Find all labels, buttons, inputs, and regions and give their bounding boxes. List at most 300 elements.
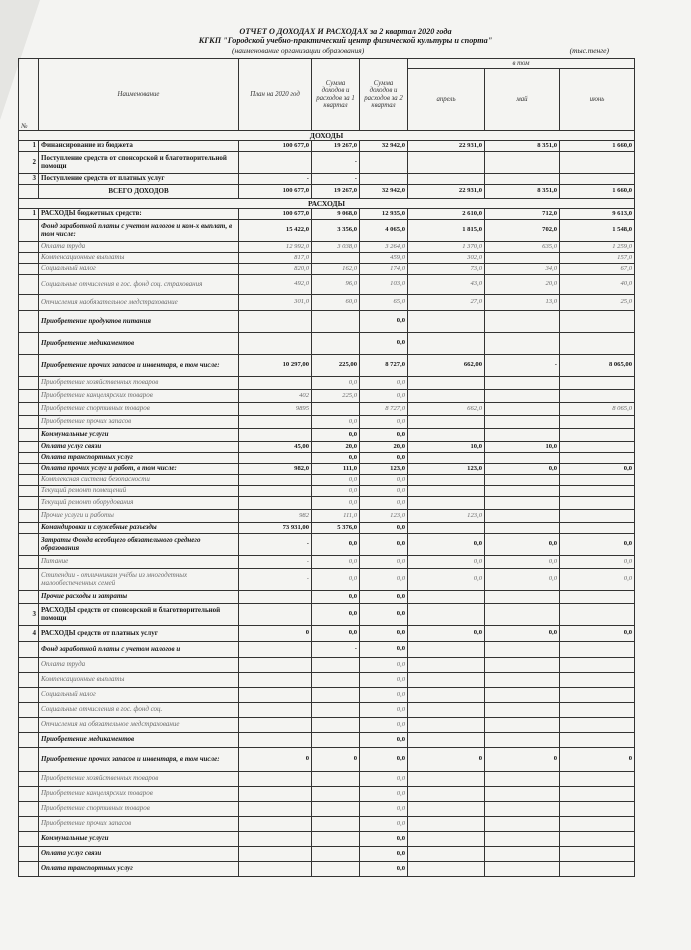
cell-name: Приобретение хозяйственных товаров xyxy=(39,772,239,787)
cell-q2: 0,0 xyxy=(360,390,408,403)
cell-q2 xyxy=(360,174,408,185)
col-group-header: в том xyxy=(408,59,635,69)
cell-q2: 0,0 xyxy=(360,703,408,718)
cell-may: 0,0 xyxy=(485,556,560,569)
cell-q1 xyxy=(312,772,360,787)
cell-no xyxy=(19,486,39,497)
cell-may xyxy=(485,604,560,626)
cell-q2: 103,0 xyxy=(360,275,408,295)
cell-q2: 0,0 xyxy=(360,523,408,534)
cell-may: 34,0 xyxy=(485,264,560,275)
cell-plan xyxy=(239,152,312,174)
cell-plan: 492,0 xyxy=(239,275,312,295)
cell-q2: 0,0 xyxy=(360,475,408,486)
cell-name: Комплексная система безопасности xyxy=(39,475,239,486)
cell-no: 1 xyxy=(19,141,39,152)
cell-no xyxy=(19,242,39,253)
cell-apr xyxy=(408,817,485,832)
cell-name: Социальные отчисления в гос. фонд соц. xyxy=(39,703,239,718)
cell-name: Затраты Фонда всеобщего обязательного среднего образования xyxy=(39,534,239,556)
cell-jun xyxy=(560,429,635,442)
cell-name: Компенсационные выплаты xyxy=(39,673,239,688)
table-row xyxy=(19,802,635,817)
cell-q2: 0,0 xyxy=(360,333,408,355)
cell-q2: 0,0 xyxy=(360,847,408,862)
cell-name: Социальный налог xyxy=(39,264,239,275)
cell-plan: 982,0 xyxy=(239,464,312,475)
cell-name: Прочие расходы и затраты xyxy=(39,591,239,604)
cell-apr xyxy=(408,377,485,390)
cell-q1 xyxy=(312,733,360,748)
cell-jun: 1 259,0 xyxy=(560,242,635,253)
cell-no xyxy=(19,673,39,688)
cell-apr xyxy=(408,333,485,355)
cell-name: Отчисления наобязательное медстрахование xyxy=(39,295,239,311)
cell-plan xyxy=(239,429,312,442)
cell-may xyxy=(485,802,560,817)
cell-may xyxy=(485,174,560,185)
cell-q1: 225,00 xyxy=(312,355,360,377)
table-row xyxy=(19,510,635,523)
cell-may: 702,0 xyxy=(485,220,560,242)
cell-q2: 12 935,0 xyxy=(360,209,408,220)
cell-no xyxy=(19,748,39,772)
cell-no xyxy=(19,817,39,832)
cell-q2: 459,0 xyxy=(360,253,408,264)
cell-q2: 0,0 xyxy=(360,604,408,626)
table-row xyxy=(19,847,635,862)
cell-apr: 1 815,0 xyxy=(408,220,485,242)
cell-q1 xyxy=(312,403,360,416)
cell-jun xyxy=(560,862,635,877)
cell-q1: 0 xyxy=(312,748,360,772)
cell-name: Социальный налог xyxy=(39,688,239,703)
cell-may xyxy=(485,688,560,703)
cell-q2: 0,0 xyxy=(360,453,408,464)
cell-no xyxy=(19,802,39,817)
cell-name: Приобретение спортивных товаров xyxy=(39,403,239,416)
table-row xyxy=(19,718,635,733)
cell-apr xyxy=(408,772,485,787)
cell-plan: - xyxy=(239,556,312,569)
cell-plan: 100 677,0 xyxy=(239,209,312,220)
cell-no: 3 xyxy=(19,174,39,185)
cell-name: Оплата труда xyxy=(39,242,239,253)
cell-q1: 3 038,0 xyxy=(312,242,360,253)
cell-q1: 0,0 xyxy=(312,497,360,510)
table-row xyxy=(19,264,635,275)
cell-jun: 1 548,0 xyxy=(560,220,635,242)
cell-no xyxy=(19,390,39,403)
cell-name: Поступление средств от платных услуг xyxy=(39,174,239,185)
cell-may: 20,0 xyxy=(485,275,560,295)
cell-q1: 5 376,0 xyxy=(312,523,360,534)
table-row xyxy=(19,403,635,416)
cell-jun xyxy=(560,832,635,847)
cell-jun xyxy=(560,416,635,429)
cell-name: Оплата услуг связи xyxy=(39,442,239,453)
cell-name: Приобретение прочих запасов и инвентаря, в том числе: xyxy=(39,748,239,772)
cell-no xyxy=(19,862,39,877)
cell-q1 xyxy=(312,688,360,703)
cell-jun xyxy=(560,787,635,802)
cell-no xyxy=(19,377,39,390)
cell-q2: 65,0 xyxy=(360,295,408,311)
table-row xyxy=(19,390,635,403)
cell-jun: 67,0 xyxy=(560,264,635,275)
cell-name: Приобретение прочих запасов xyxy=(39,416,239,429)
cell-q1 xyxy=(312,658,360,673)
cell-plan xyxy=(239,377,312,390)
cell-jun xyxy=(560,733,635,748)
cell-apr xyxy=(408,703,485,718)
cell-may xyxy=(485,817,560,832)
cell-name: Отчисления на обязательное медстрахование xyxy=(39,718,239,733)
cell-name: Поступление средств от спонсорской и благотворительной помощи xyxy=(39,152,239,174)
cell-apr: 123,0 xyxy=(408,464,485,475)
cell-jun xyxy=(560,591,635,604)
cell-no xyxy=(19,772,39,787)
table-row xyxy=(19,275,635,295)
cell-apr xyxy=(408,475,485,486)
cell-name: ВСЕГО ДОХОДОВ xyxy=(39,185,239,199)
table-row xyxy=(19,416,635,429)
table-row xyxy=(19,486,635,497)
cell-name: Приобретение продуктов питания xyxy=(39,311,239,333)
cell-may xyxy=(485,862,560,877)
cell-name: РАСХОДЫ средств от платных услуг xyxy=(39,626,239,642)
cell-jun: 9 613,0 xyxy=(560,209,635,220)
cell-q2: 0,0 xyxy=(360,772,408,787)
cell-name: Приобретение прочих запасов и инвентаря, в том числе: xyxy=(39,355,239,377)
cell-plan xyxy=(239,604,312,626)
cell-q2: 0,0 xyxy=(360,569,408,591)
cell-plan: 73 931,00 xyxy=(239,523,312,534)
cell-plan xyxy=(239,658,312,673)
cell-q1 xyxy=(312,333,360,355)
cell-name: Командировки и служебные разъезды xyxy=(39,523,239,534)
table-row xyxy=(19,787,635,802)
cell-apr xyxy=(408,416,485,429)
cell-jun xyxy=(560,497,635,510)
col-june-header: июнь xyxy=(560,69,635,131)
cell-apr: 662,00 xyxy=(408,355,485,377)
cell-no: 2 xyxy=(19,152,39,174)
cell-q2: 0,0 xyxy=(360,429,408,442)
cell-no xyxy=(19,832,39,847)
cell-may xyxy=(485,787,560,802)
table-row xyxy=(19,604,635,626)
col-q2-header: Сумма доходов и расходов за 2 квартал xyxy=(360,59,408,131)
col-may-header: май xyxy=(485,69,560,131)
cell-jun: 0,0 xyxy=(560,569,635,591)
cell-plan: 15 422,0 xyxy=(239,220,312,242)
cell-apr: 73,0 xyxy=(408,264,485,275)
cell-may xyxy=(485,253,560,264)
table-row xyxy=(19,295,635,311)
cell-q1: - xyxy=(312,152,360,174)
cell-may xyxy=(485,832,560,847)
cell-q1: 0,0 xyxy=(312,429,360,442)
cell-apr: 2 610,0 xyxy=(408,209,485,220)
cell-q2: 0,0 xyxy=(360,486,408,497)
cell-apr xyxy=(408,718,485,733)
cell-plan xyxy=(239,718,312,733)
cell-may xyxy=(485,658,560,673)
cell-q1: 20,0 xyxy=(312,442,360,453)
cell-no xyxy=(19,569,39,591)
table-row xyxy=(19,832,635,847)
cell-no xyxy=(19,453,39,464)
cell-name: Текущий ремонт помещений xyxy=(39,486,239,497)
cell-apr: 27,0 xyxy=(408,295,485,311)
cell-no xyxy=(19,523,39,534)
cell-plan: 0 xyxy=(239,748,312,772)
cell-jun xyxy=(560,152,635,174)
cell-q1: 0,0 xyxy=(312,626,360,642)
cell-plan: 817,0 xyxy=(239,253,312,264)
cell-apr xyxy=(408,847,485,862)
cell-q2: 0,0 xyxy=(360,642,408,658)
cell-jun xyxy=(560,453,635,464)
cell-plan xyxy=(239,311,312,333)
cell-no xyxy=(19,497,39,510)
cell-apr xyxy=(408,642,485,658)
table-row xyxy=(19,355,635,377)
table-row xyxy=(19,733,635,748)
cell-jun: 8 065,00 xyxy=(560,355,635,377)
cell-may: 8 351,0 xyxy=(485,185,560,199)
cell-plan xyxy=(239,453,312,464)
cell-plan xyxy=(239,703,312,718)
cell-plan xyxy=(239,772,312,787)
cell-q2: 0,0 xyxy=(360,802,408,817)
cell-plan xyxy=(239,416,312,429)
cell-name: РАСХОДЫ средств от спонсорской и благотворительной помощи xyxy=(39,604,239,626)
cell-q1: 0,0 xyxy=(312,534,360,556)
table-row xyxy=(19,591,635,604)
cell-apr: 0,0 xyxy=(408,626,485,642)
cell-apr: 662,0 xyxy=(408,403,485,416)
cell-jun xyxy=(560,333,635,355)
cell-plan xyxy=(239,862,312,877)
cell-q1: 0,0 xyxy=(312,416,360,429)
cell-plan: 982 xyxy=(239,510,312,523)
cell-name: Компенсационные выплаты xyxy=(39,253,239,264)
cell-plan xyxy=(239,497,312,510)
cell-q1: 19 267,0 xyxy=(312,185,360,199)
cell-jun xyxy=(560,174,635,185)
cell-jun xyxy=(560,604,635,626)
cell-apr: 1 370,0 xyxy=(408,242,485,253)
cell-may xyxy=(485,497,560,510)
cell-jun: 0,0 xyxy=(560,626,635,642)
cell-no xyxy=(19,295,39,311)
cell-q1: 3 356,0 xyxy=(312,220,360,242)
cell-jun xyxy=(560,523,635,534)
cell-may xyxy=(485,390,560,403)
cell-no xyxy=(19,403,39,416)
col-plan-header: План на 2020 год xyxy=(239,59,312,131)
cell-q2: 123,0 xyxy=(360,464,408,475)
cell-apr: 302,0 xyxy=(408,253,485,264)
cell-jun xyxy=(560,642,635,658)
table-row xyxy=(19,688,635,703)
cell-name: Финансирование из бюджета xyxy=(39,141,239,152)
cell-q1 xyxy=(312,787,360,802)
cell-q2: 32 942,0 xyxy=(360,185,408,199)
cell-no xyxy=(19,442,39,453)
cell-may xyxy=(485,475,560,486)
cell-no xyxy=(19,311,39,333)
cell-no: 4 xyxy=(19,626,39,642)
cell-jun xyxy=(560,703,635,718)
cell-apr xyxy=(408,862,485,877)
cell-may xyxy=(485,152,560,174)
cell-name: Текущий ремонт оборудования xyxy=(39,497,239,510)
table-row xyxy=(19,464,635,475)
organization-name: КГКП "Городской учебно-практический центр физической культуры и спорта" xyxy=(198,36,493,45)
cell-jun: 0 xyxy=(560,748,635,772)
cell-plan xyxy=(239,642,312,658)
table-row xyxy=(19,626,635,642)
cell-jun xyxy=(560,688,635,703)
cell-q1: 9 068,0 xyxy=(312,209,360,220)
cell-jun xyxy=(560,442,635,453)
cell-name: Приобретение медикаментов xyxy=(39,333,239,355)
report-table xyxy=(18,58,635,877)
cell-may: 13,0 xyxy=(485,295,560,311)
cell-no xyxy=(19,275,39,295)
cell-jun: 40,0 xyxy=(560,275,635,295)
cell-jun xyxy=(560,847,635,862)
cell-may xyxy=(485,429,560,442)
cell-q2: 0,0 xyxy=(360,718,408,733)
cell-q2: 0,0 xyxy=(360,862,408,877)
cell-apr xyxy=(408,152,485,174)
cell-may: 0,0 xyxy=(485,626,560,642)
cell-apr xyxy=(408,486,485,497)
cell-plan xyxy=(239,333,312,355)
table-row xyxy=(19,429,635,442)
table-row xyxy=(19,242,635,253)
cell-q1: 0,0 xyxy=(312,377,360,390)
table-row xyxy=(19,534,635,556)
cell-may xyxy=(485,377,560,390)
table-row xyxy=(19,497,635,510)
cell-q2: 0,0 xyxy=(360,748,408,772)
cell-name: Фонд заработной платы с учетом налогов и ком-х выплат, в том числе: xyxy=(39,220,239,242)
cell-name: Оплата услуг связи xyxy=(39,847,239,862)
cell-may xyxy=(485,416,560,429)
units-label: (тыс.тенге) xyxy=(569,46,609,55)
cell-q2: 0,0 xyxy=(360,688,408,703)
cell-no xyxy=(19,534,39,556)
col-april-header: апрель xyxy=(408,69,485,131)
cell-plan: 301,0 xyxy=(239,295,312,311)
cell-no xyxy=(19,416,39,429)
cell-name: РАСХОДЫ бюджетных средств: xyxy=(39,209,239,220)
cell-no xyxy=(19,787,39,802)
cell-may: 10,0 xyxy=(485,442,560,453)
table-row xyxy=(19,569,635,591)
cell-apr: 123,0 xyxy=(408,510,485,523)
cell-plan xyxy=(239,787,312,802)
cell-may xyxy=(485,333,560,355)
cell-plan: - xyxy=(239,174,312,185)
cell-may xyxy=(485,591,560,604)
cell-jun: 0,0 xyxy=(560,534,635,556)
cell-q2: 32 942,0 xyxy=(360,141,408,152)
cell-jun: 157,0 xyxy=(560,253,635,264)
cell-q2: 0,0 xyxy=(360,497,408,510)
cell-no xyxy=(19,464,39,475)
cell-apr xyxy=(408,802,485,817)
table-row xyxy=(19,556,635,569)
cell-plan xyxy=(239,688,312,703)
col-q1-header: Сумма доходов и расходов за 1 квартал xyxy=(312,59,360,131)
cell-plan: - xyxy=(239,534,312,556)
section-income: ДОХОДЫ xyxy=(19,131,635,141)
cell-apr: 22 931,0 xyxy=(408,185,485,199)
cell-name: Питание xyxy=(39,556,239,569)
section-expenses: РАСХОДЫ xyxy=(19,199,635,209)
cell-no xyxy=(19,475,39,486)
cell-name: Коммунальные услуги xyxy=(39,832,239,847)
table-row xyxy=(19,333,635,355)
cell-name: Приобретение хозяйственных товаров xyxy=(39,377,239,390)
cell-no xyxy=(19,264,39,275)
cell-apr: 43,0 xyxy=(408,275,485,295)
cell-no xyxy=(19,658,39,673)
table-row xyxy=(19,772,635,787)
cell-may: 0 xyxy=(485,748,560,772)
cell-jun xyxy=(560,772,635,787)
cell-apr xyxy=(408,673,485,688)
cell-q1: 60,0 xyxy=(312,295,360,311)
cell-plan: 100 677,0 xyxy=(239,185,312,199)
cell-no xyxy=(19,185,39,199)
cell-apr: 0,0 xyxy=(408,556,485,569)
cell-q2: 123,0 xyxy=(360,510,408,523)
cell-q1: 0,0 xyxy=(312,591,360,604)
cell-may xyxy=(485,642,560,658)
cell-no xyxy=(19,556,39,569)
cell-apr xyxy=(408,174,485,185)
col-no-header: № xyxy=(19,59,39,131)
cell-name: Фонд заработной платы с учетом налогов и xyxy=(39,642,239,658)
cell-q1 xyxy=(312,847,360,862)
cell-q2: 0,0 xyxy=(360,733,408,748)
cell-may: 712,0 xyxy=(485,209,560,220)
cell-plan: 12 992,0 xyxy=(239,242,312,253)
cell-may: 0,0 xyxy=(485,569,560,591)
table-row xyxy=(19,748,635,772)
cell-q1: 96,0 xyxy=(312,275,360,295)
cell-plan xyxy=(239,733,312,748)
table-row xyxy=(19,453,635,464)
table-row xyxy=(19,311,635,333)
cell-may xyxy=(485,703,560,718)
cell-jun xyxy=(560,802,635,817)
cell-may xyxy=(485,523,560,534)
table-row xyxy=(19,642,635,658)
cell-name: Приобретение прочих запасов xyxy=(39,817,239,832)
cell-no xyxy=(19,642,39,658)
cell-apr: 0,0 xyxy=(408,534,485,556)
cell-name: Прочие услуги и работы xyxy=(39,510,239,523)
cell-may xyxy=(485,311,560,333)
